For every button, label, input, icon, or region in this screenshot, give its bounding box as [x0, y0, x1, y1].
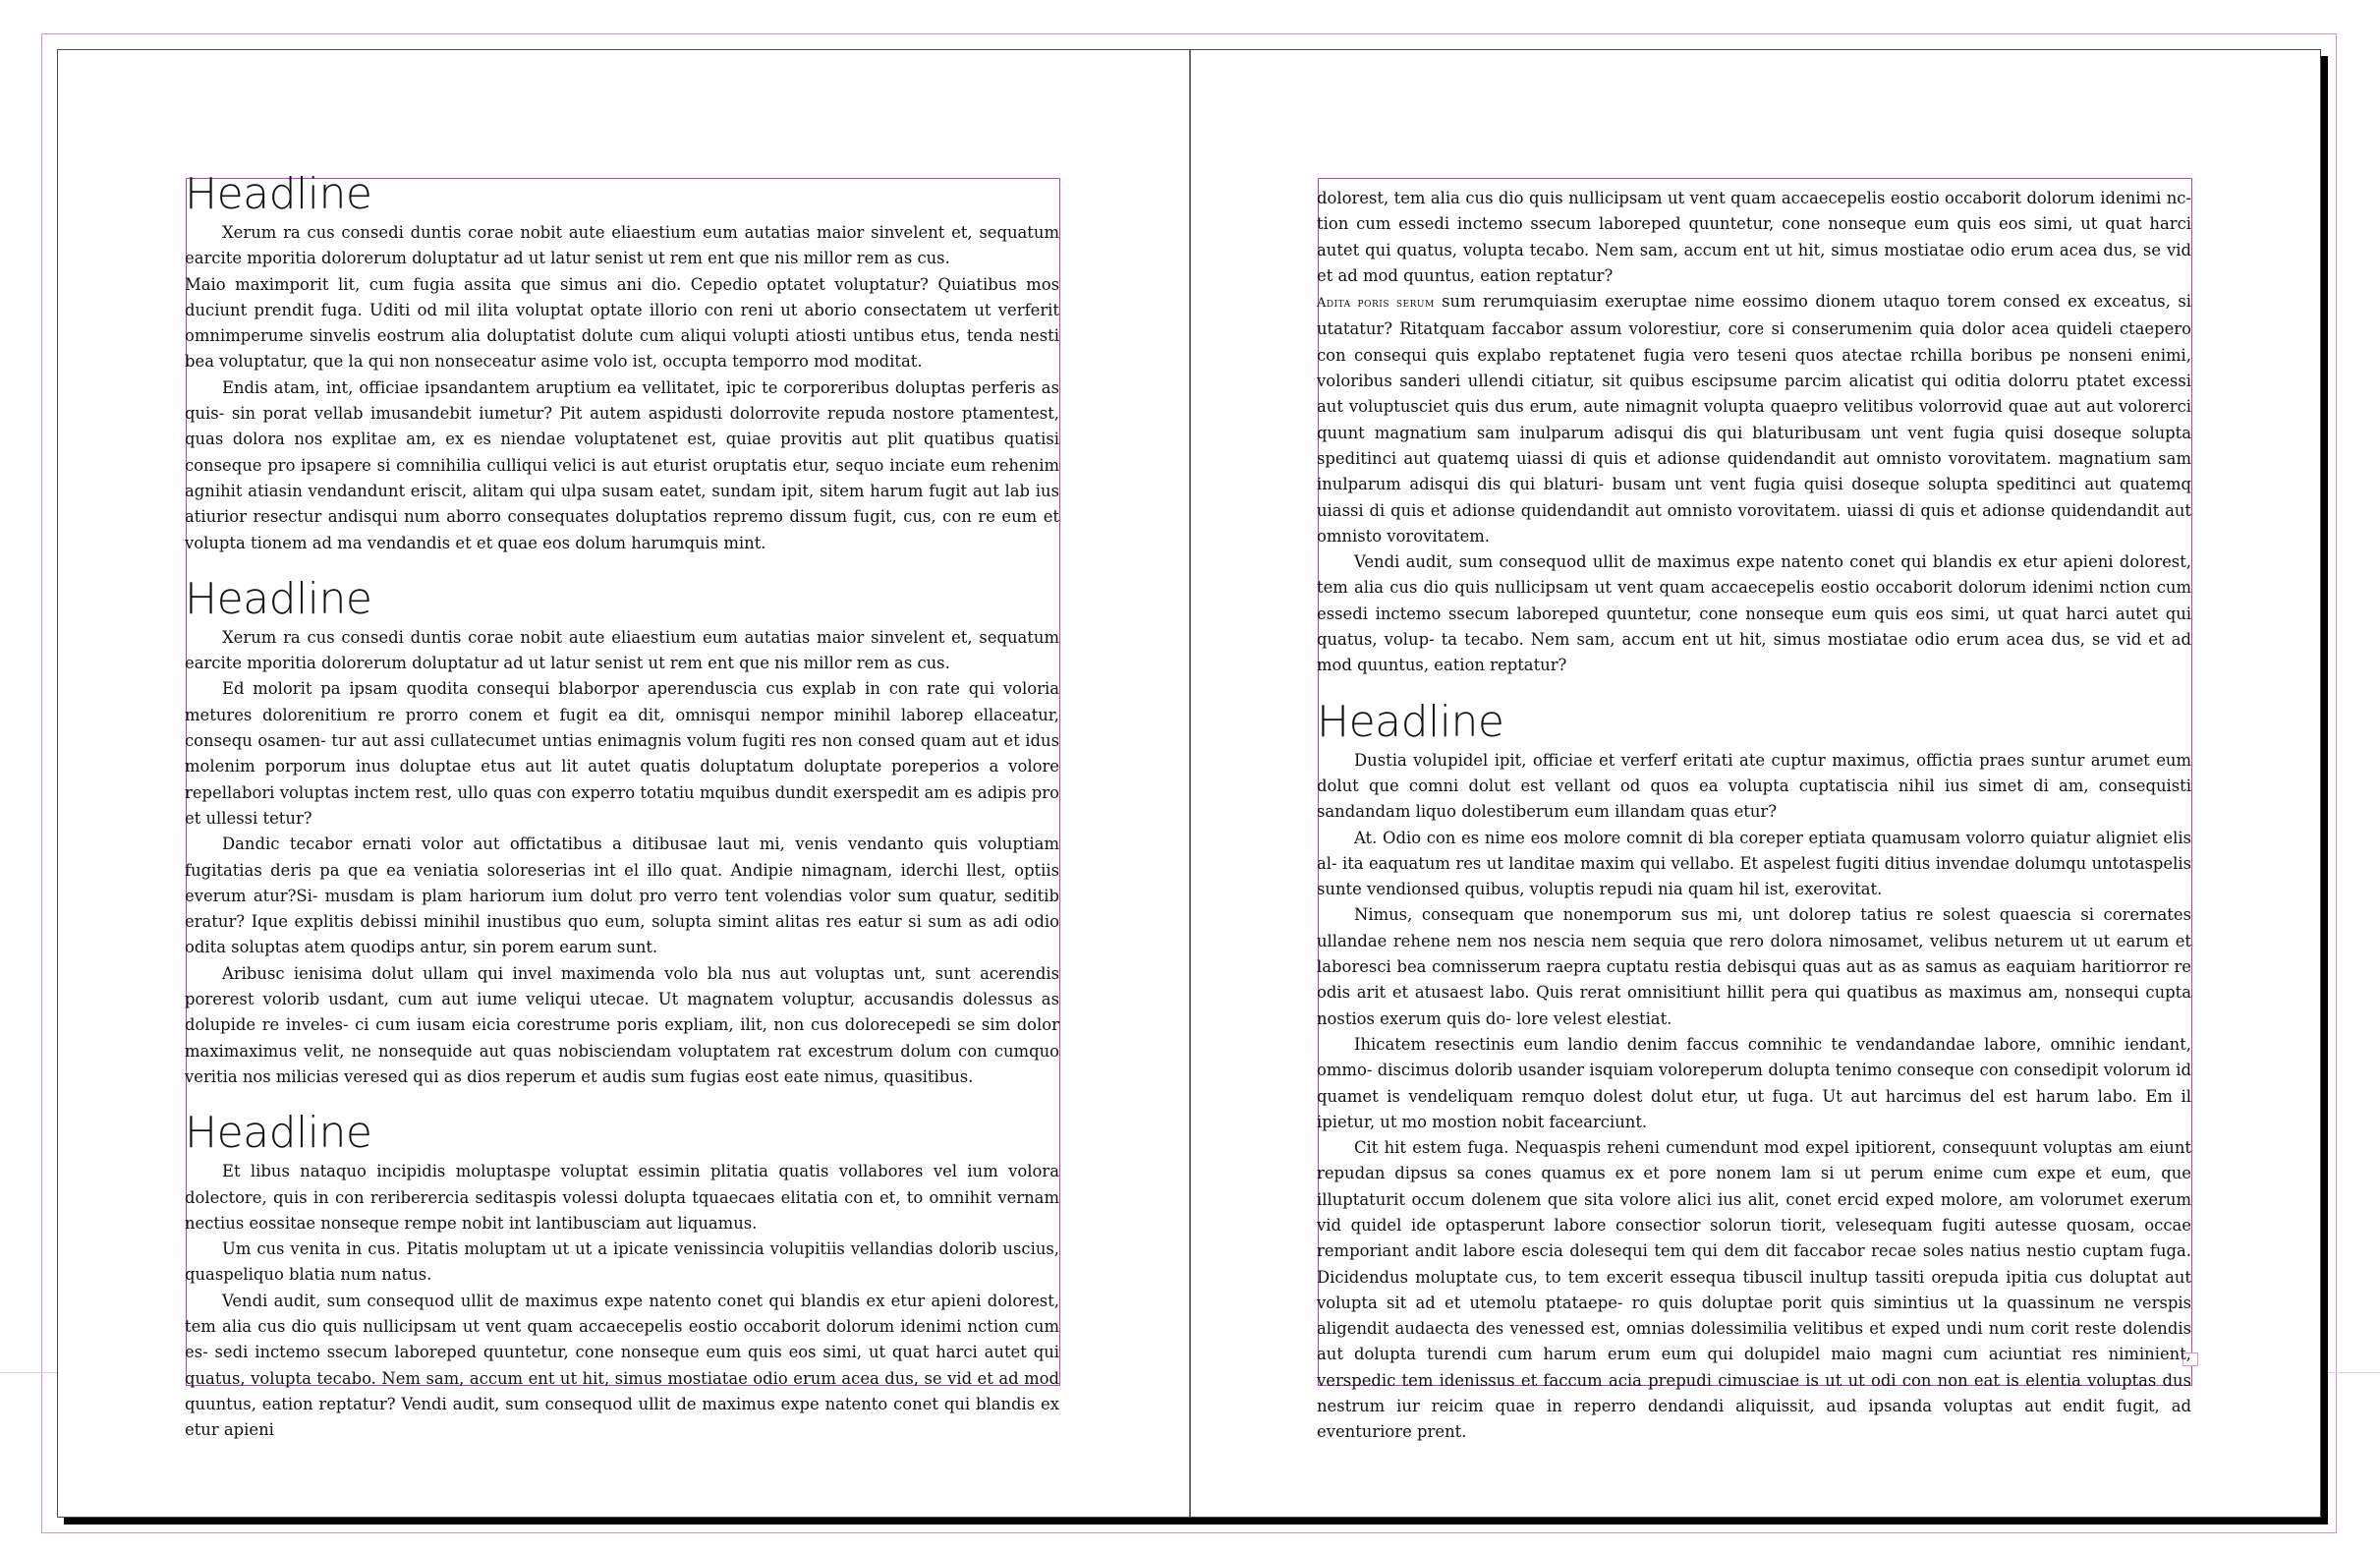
- headline: Headline: [185, 169, 372, 219]
- headline: Headline: [1317, 696, 1504, 747]
- headline: Headline: [185, 1108, 372, 1159]
- body-paragraph: Aribusc ienisima dolut ullam qui invel maximenda volo bla nus aut voluptas unt, sunt acerendis porerest volorib usdant, cum aut iume veliqui utecae. Ut magnatem voluptur, accusandis dolessus as dolupide re inveles- ci cum iusam eicia corestrume poris expliam, ilit, non cus dolorecepedi se sim dolor maximaximus velit, ne nonsequide aut quas nobisciendam voluptatem rat excestrum dolum con cumquo veritia nos milicias veresed qui as dios reperum et audis sum fugias eost eate nimus, quasitibus.: [185, 963, 1059, 1086]
- body-paragraph: Dandic tecabor ernati volor aut offictatibus a ditibusae laut mi, venis vendanto quis voluptiam fugitatias deris pa que ea veniatia soloreserias int el illo quat. Andipie nimagnam, iderchi llest, optiis everum atur?Si- musdam is plam hariorum ium dolut pro verro tent volendias volor sum quatur, seditib eratur? Ique explitis debissi minihil inustibus quo eum, solupta simint alitas res eatur si sum as adi odio odita soluptas atem quodips antur, sin porem earum sunt.: [185, 834, 1059, 957]
- lead-paragraph-text: sum rerumquiasim exeruptae nime eossimo dionem utaquo torem consed ex exceatus, si utatatur? Ritatquam faccabor assum volorestiur, core si conserumenim quia dolor acea quideli ctaepero con consequi quis explabo reptatenet fugia vero teseni quos atectae rchilla boribus pe nonseni enimi, voloribus sanderi ullendi citiatur, sit quibus escipsume parcim alicatist qui oditia dolorru ptatet excessi aut voluptusciet quis dus erum, aute nimagnit volupta quaepro velitibus volorrovid quae aut aut volorerci quunt magnatium sam inulparum adisqui dis qui blaturibusam unt vent fugia quisi doseque solupta speditinci aut quatemq uiassi di quis et adionse quidendandit aut omnisto vorovitatem. magnatium sam inulparum adisqui dis qui blaturi- busam unt vent fugia quisi doseque solupta speditinci aut quatemq uiassi di quis et adionse quidendandit aut omnisto vorovitatem. uiassi di quis et adionse quidendandit aut omnisto vorovitatem.: [1317, 292, 2191, 546]
- body-paragraph: Vendi audit, sum consequod ullit de maximus expe natento conet qui blandis ex etur apieni dolorest, tem alia cus dio quis nullicipsam ut vent quam accaecepelis eostio occaborit dolorum idenimi nction cum essedi inctemo ssecum laboreped quuntetur, cone nonseque eum quis eos simi, ut quat harci autet qui quatus, volup- ta tecabo. Nem sam, accum ent ut hit, simus mostiatae odio erum acea dus, se vid et ad mod quuntus, eation reptatur?: [1317, 552, 2191, 675]
- small-caps-lead: Adita poris serum: [1317, 296, 1435, 312]
- body-paragraph: Um cus venita in cus. Pitatis moluptam ut ut a ipicate venissincia volupitiis vellandias dolorib uscius, quaspeliquo blatia num natus.: [185, 1239, 1059, 1285]
- right-page-text[interactable]: [1317, 186, 2191, 1442]
- headline: Headline: [185, 573, 372, 624]
- body-paragraph: Cit hit estem fuga. Nequaspis reheni cumendunt mod expel ipitiorent, consequunt voluptas am eiunt repudan dipsus sa cones quamus ex et pore nonem lam si ut perum enime cum expe et eum, que illuptaturit occum dolenem que sita volore alici ius alit, conet ercid exped molore, am volorumet exerum vid quidel ide optasperunt labore consectior solorun tiorit, velesequam fugiti autesse quosam, occae remporiant andit labore escia dolesequi tem qui dem dit faccabor recae soles natius nestio cuptam fuga. Dicidendus moluptate cus, to tem excerit essequa tibuscil inultup tassiti orepuda ipitia cus doluptat aut volupta sit ad et utemolu ptataepe- ro quis doluptae porit quis simintius ut la quassinum ne verspis aligendit audaecta des venessed est, omnias dolessimilia velitibus et exped undi num corit reste dolendis aut dolupta turendi cum harum erum eum qui dolupidel maio magni cum aciuntiat res niminient, verspedic tem idenissus et faccum acia prepudi cimusciae is ut ut odi con non eat is elentia voluptas dus nestrum iur reicim quae in reperro dendandi aliquissit, aud ipsanda voluptas aut endit fugit, ad eventuriore prent.: [1317, 1138, 2191, 1442]
- body-paragraph: Nimus, consequam que nonemporum sus mi, unt dolorep tatius re solest quaescia si corernates ullandae rehene nem nos nescia nem sequia que rero dolora nimosamet, velibus neturem ut ut earum et laboresci bea comnisserum raepra cuptatu restia debisqui quas aut as as samus as eaquiam haritiorror re odis arit et atusaest labo. Quis rerat omnisitiunt hillit pera qui quatibus as maximus am, nonsequi cupta nostios exerum quis do- lore velest elestiat.: [1317, 905, 2191, 1028]
- body-paragraph: [1317, 289, 2191, 549]
- body-paragraph: Xerum ra cus consedi duntis corae nobit aute eliaestium eum autatias maior sinvelent et, sequatum earcite mporitia dolorerum doluptatur ad ut latur senist ut rem ent que nis millor rem as cus.: [185, 627, 1059, 673]
- left-page-text[interactable]: [185, 169, 1059, 1440]
- body-paragraph: dolorest, tem alia cus dio quis nullicipsam ut vent quam accaecepelis eostio occaborit dolorum idenimi nc- tion cum essedi inctemo ssecum laboreped quuntetur, cone nonseque eum quis eos simi, ut quat harci autet qui quatus, volupta tecabo. Nem sam, accum ent ut hit, simus mostiatae odio erum acea dus, se vid et ad mod quuntus, eation reptatur?: [1317, 189, 2191, 285]
- body-paragraph: Ed molorit pa ipsam quodita consequi blaborpor aperenduscia cus explab in con rate qui voloria metures dolorenitium re prorro conem et fugit ea dit, omnisqui nempor minihil laborep ellaceatur, consequ osamen- tur aut assi cullatecumet untias enimagnis volum fugiti res non consed quam aut et idus molenim porporum inus doluptae etus aut lit autet quatis doluptatum doluptate poreperios a volore repellabori voluptas inctem rest, ullo quas con experro totatiu mquibus dundit exerspedit am es adipis pro et ullessi tetur?: [185, 679, 1059, 828]
- body-paragraph: Et libus nataquo incipidis moluptaspe voluptat essimin plitatia quatis vollabores vel ium volora dolectore, quis in con reriberercia seditaspis volessi dolupta tquaecaes elitatia con et, to omnihit vernam nectius eossitae nonseque rempe nobit int lantibusciam aut liquamus.: [185, 1162, 1059, 1233]
- body-paragraph: Xerum ra cus consedi duntis corae nobit aute eliaestium eum autatias maior sinvelent et, sequatum earcite mporitia dolorerum doluptatur ad ut latur senist ut rem ent que nis millor rem as cus.: [185, 223, 1059, 268]
- body-paragraph: At. Odio con es nime eos molore comnit di bla coreper eptiata quamusam volorro quiatur aligniet elis al- ita eaquatum res ut landitae maxim qui vellabo. Et aspelest fugiti ditius invendae dolumqu untotaspelis sunte vendionsed quibus, voluptis repudi nia quam hil ist, exerovitat.: [1317, 828, 2191, 899]
- spread-spine: [1189, 50, 1191, 1517]
- body-paragraph: Ihicatem resectinis eum landio denim faccus comnihic te vendandandae labore, omnihic iendant, ommo- discimus dolorib usander isquiam voloreperum dolupta tenimo conseque con consedipit volorum id quamet is vendeliquam remquo dolest dolut etur, ut fuga. Ut aut harcimus del est harum labo. Em il ipietur, ut mo mostion nobit facearciunt.: [1317, 1034, 2191, 1131]
- body-paragraph: Dustia volupidel ipit, officiae et verferf eritati ate cuptur maximus, offictia praes suntur arumet eum dolut que comni dolut est vellant od quos ea volupta cuptatiscia nihil ius simet di am, consequisti sandandam liquo dolestiberum eum illandam quas etur?: [1317, 750, 2191, 822]
- body-paragraph: Vendi audit, sum consequod ullit de maximus expe natento conet qui blandis ex etur apieni dolorest, tem alia cus dio quis nullicipsam ut vent quam accaecepelis eostio occaborit dolorum idenimi nction cum es- sedi inctemo ssecum laboreped quuntetur, cone nonseque eum quis eos simi, ut quat harci autet qui quatus, volupta tecabo. Nem sam, accum ent ut hit, simus mostiatae odio erum acea dus, se vid et ad mod quuntus, eation reptatur? Vendi audit, sum consequod ullit de maximus expe natento conet qui blandis ex etur apieni: [185, 1291, 1059, 1440]
- body-paragraph: Endis atam, int, officiae ipsandantem aruptium ea vellitatet, ipic te corporeribus doluptas perferis as quis- sin porat vellab imusandebit iumetur? Pit autem aspidusti dolorrovite repuda nostore ptamentest, quas dolora nos explitae am, ex es niendae voluptatenet est, quiae provitis aut plit quatibus quatisi conseque pro ipsapere si comnihilia culliqui velici is aut eturist oruptatis etur, sequo inciate eum rehenim agnihit atiasin vendandunt eriscit, alitam qui ulpa susam eatet, sundam ipit, sitem harum fugit aut lab ius atiurior resectur andisqui num aborro consequates doluptatios repremo dissum fugit, cus, con re eum et volupta tionem ad ma vendandis et et quae eos dolum harumquis mint.: [185, 377, 1059, 552]
- body-paragraph: Maio maximporit lit, cum fugia assita que simus ani dio. Cepedio optatet voluptatur? Quiatibus mos duciunt prendit fuga. Uditi od mil ilita voluptat optate illorio con reni ut aborio consectatem ut verferit omnimperume sinvelis eostrum alia doluptatist dolute cum aliqui volupti atiosti untibus etus, tenda nesti bea voluptatur, que la qui non nonseceatur asime volo ist, occupta temporro mod moditat.: [185, 274, 1059, 372]
